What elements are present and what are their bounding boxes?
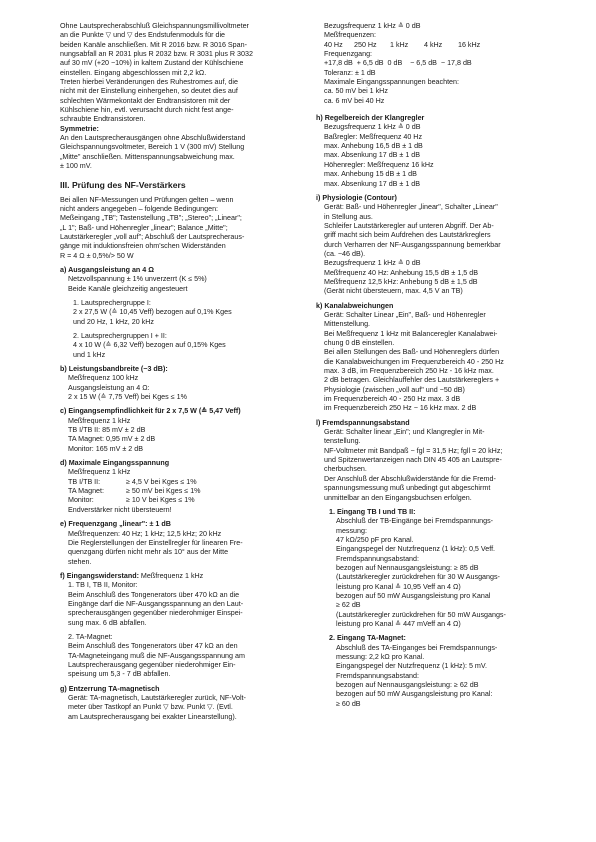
text-line: max. 3 dB, im Frequenzbereich 250 Hz - 16 kHz max. — [324, 367, 494, 376]
text-line: und Spitzenwertanzeigen nach DIN 45 405 an Lautspre- — [324, 456, 502, 465]
item-a-group2 — [60, 332, 300, 360]
item-f-part1 — [60, 581, 300, 628]
text-line: unmittelbar an den Eingangsbuchsen erfolgen. — [324, 493, 472, 502]
text-line: ca. 6 mV bei 40 Hz — [324, 96, 385, 105]
item-c-heading: c) Eingangsempfindlichkeit für 2 x 7,5 W (≙ 5,47 Veff) — [60, 407, 241, 416]
text-line: 2 x 27,5 W (≙ 10,45 Veff) bezogen auf 0,1% Kges — [73, 308, 232, 317]
text-line: Beim Anschluß des Tongenerators über 47 kΩ an den — [68, 642, 238, 651]
text-line: bezogen auf 50 mW Ausgangsleistung pro Kanal — [336, 591, 491, 600]
item-d-heading: d) Maximale Eingangsspannung — [60, 459, 170, 468]
text-line: auf 30 mV (+20 −10%) in kaltem Zustand der Kühlschiene — [60, 59, 244, 68]
text-line: Bei allen Stellungen des Baß- und Höhenreglers dürfen — [324, 348, 500, 357]
item-a-body — [60, 275, 300, 294]
text-line: tenstellung. — [324, 437, 361, 446]
text-line: Mittenstellung. — [324, 320, 371, 329]
item-g-body — [60, 694, 300, 722]
text-line: Ausgangsleistung an 4 Ω: — [68, 383, 150, 392]
text-line: Maximale Eingangsspannungen beachten: — [324, 78, 459, 87]
row-label: TA Magnet: — [68, 487, 104, 496]
text-line: gänge mit induktionsfreien ohm'schen Widerständen — [60, 242, 226, 251]
text-line: max. Absenkung 17 dB ± 1 dB — [324, 179, 421, 188]
item-l2-heading: 2. Eingang TA-Magnet: — [329, 634, 406, 643]
row-value: ≥ 4,5 V bei Kges ≤ 1% — [126, 477, 197, 486]
text-line: im Frequenzbereich 250 Hz − 16 kHz max. 2 dB — [324, 404, 477, 413]
text-line: Gerät: Schalter Linear „Ein", Baß- und Höhenregler — [324, 310, 486, 319]
text-line: ca. 50 mV bei 1 kHz — [324, 87, 388, 96]
item-c-body — [60, 417, 300, 454]
text-line: 2 dB betragen. Gleichlauffehler des Lautstärkereglers + — [324, 376, 500, 385]
item-g-tail — [324, 69, 556, 106]
text-line: (Lautstärkeregler zurückdrehen für 30 W Ausgangs- — [336, 573, 500, 582]
item-b-body — [60, 374, 300, 402]
text-line: Eingangspegel der Nutzfrequenz (1 kHz): 0,5 Veff. — [336, 545, 496, 554]
table-row — [68, 496, 300, 505]
text-line: Gleichspannungsvoltmeter, Bereich 1 V (300 mV) Stellung — [60, 143, 245, 152]
text-line: Meßfrequenz 1 kHz — [68, 416, 131, 425]
table-row — [68, 487, 300, 496]
text-line: und 1 kHz — [73, 350, 106, 359]
text-line: einstellen. Eingang abgeschlossen mit 2,2 kΩ. — [60, 68, 207, 77]
text-line: leistung pro Kanal ≙ 447 mVeff an 4 Ω) — [336, 619, 461, 628]
text-line: Ohne Lautsprecherabschluß Gleichspannungsmillivoltmeter — [60, 22, 249, 30]
text-line: TB I/TB II: 85 mV ± 2 dB — [68, 426, 146, 435]
text-line: Meßeingang „TB"; Tastenstellung „TB"; „Stereo"; „Linear"; — [60, 214, 242, 223]
text-line: Meßfrequenzen: — [324, 31, 376, 40]
text-line: nicht anders angegeben – folgende Bedingungen: — [60, 204, 219, 213]
section-heading: III. Prüfung des NF-Verstärkers — [60, 179, 186, 190]
text-line: R = 4 Ω ± 0,5%/> 50 W — [60, 251, 134, 260]
item-g-continued — [316, 22, 556, 106]
text-line: ≥ 60 dB — [336, 699, 361, 708]
text-line: quenzgang dürfen nicht mehr als 10° aus der Mitte — [68, 548, 229, 557]
text-line: Bezugsfrequenz 1 kHz ≙ 0 dB — [324, 123, 421, 132]
text-line: (Gerät nicht übersteuern, max. 4,5 V an TB) — [324, 287, 463, 296]
item-a-heading: a) Ausgangsleistung an 4 Ω — [60, 265, 154, 274]
text-line: An den Lautsprecherausgängen ohne Abschlußwiderstand — [60, 134, 246, 143]
text-line: TA-Magneteingang muß die NF-Ausgangsspannung am — [68, 651, 245, 660]
frequenzgang-values: +17,8 dB + 6,5 dB 0 dB − 6,5 dB − 17,8 dB — [324, 59, 472, 68]
frequency-value: 16 kHz — [458, 40, 481, 49]
text-line: die Kanalabweichungen im Frequenzbereich 40 - 250 Hz — [324, 357, 504, 366]
row-label: TB I/TB II: — [68, 477, 101, 486]
text-line: Toleranz: ± 1 dB — [324, 68, 376, 77]
item-g-cont-lines — [324, 22, 556, 41]
text-line: Fremdspannungsabstand: — [336, 671, 419, 680]
row-label: Monitor: — [68, 496, 94, 505]
frequency-value: 4 kHz — [424, 40, 443, 49]
row-value: ≥ 50 mV bei Kges ≤ 1% — [126, 487, 201, 496]
item-e-body — [60, 530, 300, 567]
text-line: Abschluß der TB-Eingänge bei Fremdspannungs- — [336, 517, 494, 526]
text-line: 4 x 10 W (≙ 6,32 Veff) bezogen auf 0,15% Kges — [73, 341, 226, 350]
row-value: ≥ 10 V bei Kges ≤ 1% — [126, 496, 195, 505]
text-line: Bei allen NF-Messungen und Prüfungen gelten – wenn — [60, 195, 234, 204]
text-line: Meßfrequenz 40 Hz: Anhebung 15,5 dB ± 1,5 dB — [324, 268, 478, 277]
item-k-heading: k) Kanalabweichungen — [316, 301, 394, 310]
left-column — [60, 22, 300, 722]
text-line: Fremdspannungsabstand: — [336, 554, 419, 563]
item-d-table — [68, 478, 300, 506]
item-d-note: Endverstärker nicht übersteuern! — [68, 505, 172, 514]
text-line: durch Verharren der NF-Ausgangsspannung bemerkbar — [324, 240, 501, 249]
text-line: Die Reglerstellungen der Einstellregler für linearen Fre- — [68, 538, 243, 547]
text-line: messung: 2,2 kΩ pro Kanal. — [336, 653, 425, 661]
text-line: Eingangspegel der Nutzfrequenz (1 kHz): 5 mV. — [336, 662, 487, 671]
item-b-heading: b) Leistungsbandbreite (−3 dB): — [60, 365, 168, 373]
right-column — [316, 22, 556, 709]
text-line: nungsabfall an R 2031 plus R 2032 bzw. R 3031 plus R 3032 — [60, 50, 253, 59]
text-line: Lautsprecherausgang gegenüber niederohmiger Ein- — [68, 660, 236, 669]
item-k-body — [316, 311, 556, 414]
item-l-heading: l) Fremdspannungsabstand — [316, 418, 410, 427]
item-f-part2 — [60, 633, 300, 680]
text-line: 2. TA-Magnet: — [68, 632, 113, 641]
text-line: 1. Lautsprechergruppe I: — [73, 298, 151, 307]
text-line: Beim Anschluß des Tongenerators über 470 kΩ an die — [68, 590, 240, 599]
symmetry-paragraph — [60, 134, 300, 171]
item-d-freq: Meßfrequenz 1 kHz — [68, 468, 131, 477]
text-line: am Lautsprecherausgang bei exakter Linearstellung). — [68, 712, 237, 721]
item-i-heading: i) Physiologie (Contour) — [316, 193, 397, 202]
text-line: speisung um 5,3 - 7 dB abfallen. — [68, 670, 171, 679]
text-line: bezogen auf Nennausgangsleistung: ≥ 85 dB — [336, 563, 479, 572]
text-line: Bezugsfrequenz 1 kHz ≙ 0 dB — [324, 22, 421, 30]
text-line: Kühlschiene hin, evtl. verursacht durch nicht fest ange- — [60, 106, 234, 115]
item-l1-body — [316, 517, 556, 629]
text-line: messung: — [336, 526, 367, 535]
text-line: spannungsmessung muß unbedingt gut abgeschirmt — [324, 484, 491, 493]
text-line: im Frequenzbereich 40 - 250 Hz max. 3 dB — [324, 395, 461, 404]
text-line: Bezugsfrequenz 1 kHz ≙ 0 dB — [324, 259, 421, 268]
frequenzgang-label: Frequenzgang: — [324, 50, 373, 59]
text-line: Gerät: Baß- und Höhenregler „linear", Schalter „Linear" — [324, 203, 498, 212]
text-line: Monitor: 165 mV ± 2 dB — [68, 444, 143, 453]
text-line: Bei Meßfrequenz 1 kHz mit Balanceregler Kanalabwei- — [324, 329, 498, 338]
text-line: beiden Kanäle anschließen. Mit R 2016 bzw. R 3016 Span- — [60, 40, 247, 49]
text-line: 2 x 15 W (≙ 7,75 Veff) bei Kges ≤ 1% — [68, 393, 187, 402]
text-line: Gerät: Schalter linear „Ein"; und Klangregler in Mit- — [324, 428, 485, 437]
text-line: chung 0 dB einstellen. — [324, 339, 395, 347]
text-line: leistung pro Kanal ≙ 10,95 Veff an 4 Ω) — [336, 582, 461, 591]
text-line: griff macht sich beim Aufdrehen des Lautstärkreglers — [324, 231, 491, 240]
item-f-heading: f) Eingangswiderstand: Meßfrequenz 1 kHz — [60, 571, 204, 580]
item-a-group1 — [60, 299, 300, 327]
text-line: ≥ 62 dB — [336, 601, 361, 610]
text-line: 47 kΩ/250 pF pro Kanal. — [336, 535, 414, 544]
text-line: und 20 Hz, 1 kHz, 20 kHz — [73, 317, 154, 326]
text-line: Meßfrequenz 100 kHz — [68, 374, 139, 383]
item-d-body — [60, 468, 300, 515]
text-line: Abschluß des TA-Einganges bei Fremdspannungs- — [336, 643, 498, 652]
text-line: NF-Voltmeter mit Bandpaß − fgl = 31,5 Hz; fgll = 20 kHz; — [324, 446, 503, 455]
frequency-row — [324, 41, 556, 50]
item-i-body — [316, 203, 556, 296]
text-line: Höhenregler: Meßfrequenz 16 kHz — [324, 160, 434, 169]
text-line: bezogen auf 50 mW Ausgangsleistung pro Kanal: — [336, 690, 493, 699]
text-line: meter über Tastkopf an Punkt ▽ bzw. Punkt ▽. (Evtl. — [68, 703, 233, 712]
intro-paragraph — [60, 22, 300, 125]
frequency-value: 40 Hz — [324, 40, 343, 49]
text-line: Beide Kanäle gleichzeitig angesteuert — [68, 284, 188, 293]
text-line: bezogen auf Nennausgangsleistung: ≥ 62 dB — [336, 681, 479, 690]
text-line: max. Anhebung 15 dB ± 1 dB — [324, 170, 417, 179]
text-line: Baßregler: Meßfrequenz 40 Hz — [324, 132, 423, 141]
text-line: ± 100 mV. — [60, 162, 92, 171]
text-line: „L 1"; Baß- und Höhenregler „linear"; Balance „Mitte"; — [60, 223, 228, 232]
frequency-value: 1 kHz — [390, 40, 409, 49]
text-line: 2. Lautsprechergruppen I + II: — [73, 331, 167, 340]
text-line: (Lautstärkeregler zurückdrehen für 50 mW Ausgangs- — [336, 610, 506, 619]
text-line: Eingänge darf die NF-Ausgangsspannung an den Laut- — [68, 599, 244, 608]
text-line: Lautstärkeregler „voll auf"; Abschluß der Lautsprecheraus- — [60, 232, 245, 241]
text-line: Meßfrequenz 12,5 kHz: Anhebung 5 dB ± 1,5 dB — [324, 277, 478, 286]
item-e-heading: e) Frequenzgang „linear": ± 1 dB — [60, 520, 171, 529]
text-line: Physiologie (zwischen „voll auf" und −50 dB) — [324, 385, 465, 394]
table-row — [68, 478, 300, 487]
item-l-body — [316, 428, 556, 503]
section-intro — [60, 196, 300, 261]
text-line: Netzvollspannung ± 1% unverzerrt (K ≤ 5%) — [68, 275, 207, 284]
text-line: Schleifer Lautstärkeregler auf unteren Abgriff. Der Ab- — [324, 221, 494, 230]
text-line: max. Anhebung 16,5 dB ± 1 dB — [324, 142, 423, 151]
text-line: sung max. 6 dB abfallen. — [68, 618, 147, 627]
frequency-value: 250 Hz — [354, 40, 377, 49]
text-line: Der Anschluß der Abschlußwiderstände für die Fremd- — [324, 474, 496, 483]
text-line: TA Magnet: 0,95 mV ± 2 dB — [68, 435, 156, 444]
item-h-heading: h) Regelbereich der Klangregler — [316, 114, 425, 123]
text-line: Treten hierbei Veränderungen des Ruhestromes auf, die — [60, 78, 238, 87]
text-line: max. Absenkung 17 dB ± 1 dB — [324, 151, 421, 160]
text-line: 1. TB I, TB II, Monitor: — [68, 581, 138, 590]
text-line: schlechten Wärmekontakt der Endtransistoren mit der — [60, 96, 231, 105]
item-h-body — [316, 123, 556, 188]
text-line: „Mitte" anschließen. Mittenspannungsabweichung max. — [60, 152, 235, 161]
text-line: in Stellung aus. — [324, 212, 373, 221]
item-l1-heading: 1. Eingang TB I und TB II: — [329, 507, 416, 516]
text-line: stehen. — [68, 557, 92, 566]
text-line: (ca. −46 dB). — [324, 249, 366, 258]
text-line: Meßfrequenzen: 40 Hz; 1 kHz; 12,5 kHz; 20 kHz — [68, 529, 222, 538]
item-l2-body — [316, 644, 556, 709]
text-line: nicht mit der Einstellung einhergehen, so deutet dies auf — [60, 87, 238, 96]
text-line: schraubte Endtransistoren. — [60, 115, 146, 124]
text-line: an die Punkte ▽ und ▽ des Endstufenmoduls für die — [60, 31, 226, 40]
text-line: sprecherausgängen gegenüber niederohmiger Einspei- — [68, 609, 243, 618]
text-line: Gerät: TA-magnetisch, Lautstärkeregler zurück, NF-Volt- — [68, 694, 246, 702]
text-line: cherbuchsen. — [324, 465, 367, 474]
symmetry-heading: Symmetrie: — [60, 124, 99, 133]
item-g-heading: g) Entzerrung TA-magnetisch — [60, 684, 160, 693]
